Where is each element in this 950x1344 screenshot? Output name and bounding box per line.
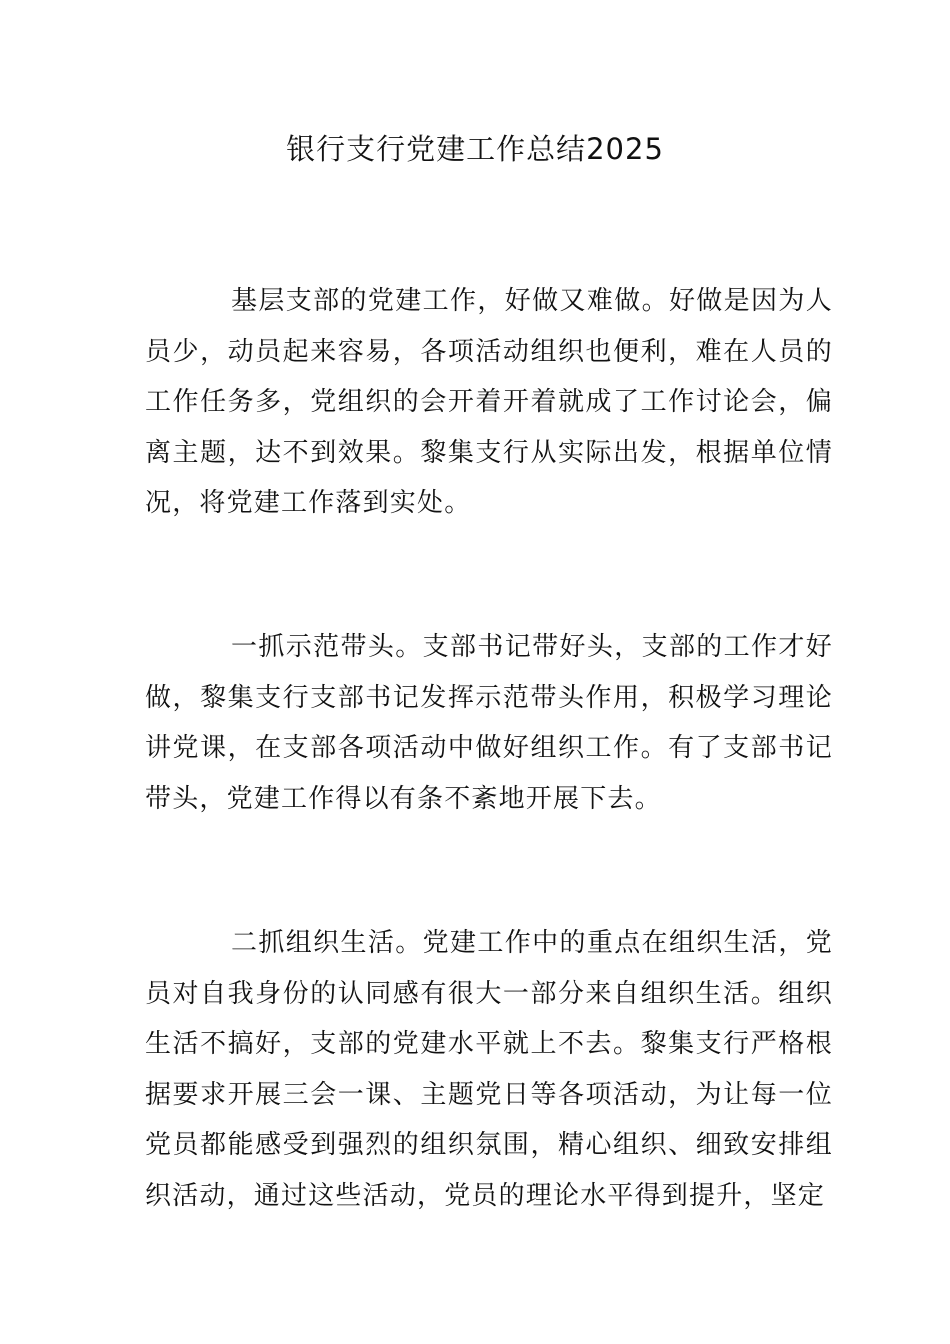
paragraph-point-one: 一抓示范带头。支部书记带好头，支部的工作才好做，黎集支行支部书记发挥示范带头作用，积极学习理论讲党课，在支部各项活动中做好组织工作。有了支部书记带头，党建工作得以有条不紊地开展下去。	[145, 632, 833, 814]
paragraph-intro: 基层支部的党建工作，好做又难做。好做是因为人员少，动员起来容易，各项活动组织也便利，难在人员的工作任务多，党组织的会开着开着就成了工作讨论会，偏离主题，达不到效果。黎集支行从实际出发，根据单位情况，将党建工作落到实处。	[145, 286, 833, 518]
document-title: 银行支行党建工作总结2025	[286, 132, 664, 166]
paragraph-point-two: 二抓组织生活。党建工作中的重点在组织生活，党员对自我身份的认同感有很大一部分来自组织生活。组织生活不搞好，支部的党建水平就上不去。黎集支行严格根据要求开展三会一课、主题党日等各项活动，为让每一位党员都能感受到强烈的组织氛围，精心组织、细致安排组织活动，通过这些活动，党员的理论水平得到提升，坚定	[145, 928, 833, 1211]
